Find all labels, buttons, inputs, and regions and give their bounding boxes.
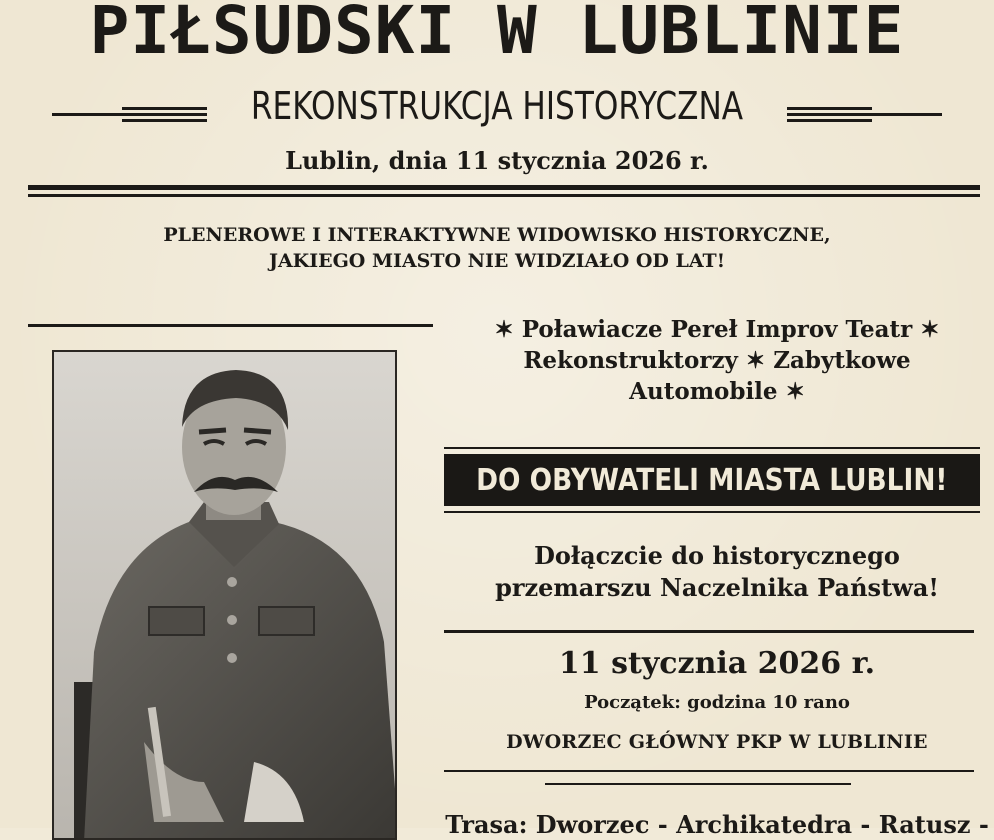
performers-line-3: Automobile ✶ (629, 378, 805, 405)
lower-rule-1 (444, 770, 974, 772)
route-text: Trasa: Dworzec - Archikatedra - Ratusz - (445, 810, 989, 839)
portrait-illustration (54, 352, 397, 840)
banner-text: DO OBYWATELI MIASTA LUBLIN! (476, 462, 948, 498)
invitation-text (440, 540, 994, 604)
banner-section (444, 447, 980, 513)
event-place: DWORZEC GŁÓWNY PKP W LUBLINIE (506, 731, 928, 753)
middle-rule (444, 630, 974, 633)
performers-line-1: ✶ Poławiacze Pereł Improv Teatr ✶ (494, 316, 940, 343)
poster-title: PIŁSUDSKI W LUBLINIE (89, 0, 905, 69)
event-date: 11 stycznia 2026 r. (558, 646, 876, 681)
lower-rule-2 (545, 783, 851, 785)
poster-dateline: Lublin, dnia 11 stycznia 2026 r. (285, 146, 709, 175)
headline-line-1: PLENEROWE I INTERAKTYWNE WIDOWISKO HISTORYCZNE, (163, 224, 831, 246)
performers-list (440, 314, 994, 407)
poster-headline (0, 222, 994, 274)
header-double-rule (28, 185, 980, 199)
poster-subtitle: REKONSTRUKCJA HISTORYCZNA (250, 84, 744, 128)
invite-line-2: przemarszu Naczelnika Państwa! (495, 573, 939, 602)
start-time: Początek: godzina 10 rano (584, 692, 850, 713)
invite-line-1: Dołączcie do historycznego (534, 541, 900, 570)
citizens-banner (444, 454, 980, 506)
performers-line-2: Rekonstruktorzy ✶ Zabytkowe (523, 347, 911, 374)
left-column-rule (28, 324, 433, 327)
headline-line-2: JAKIEGO MIASTO NIE WIDZIAŁO OD LAT! (268, 250, 726, 272)
portrait-photo (52, 350, 397, 840)
